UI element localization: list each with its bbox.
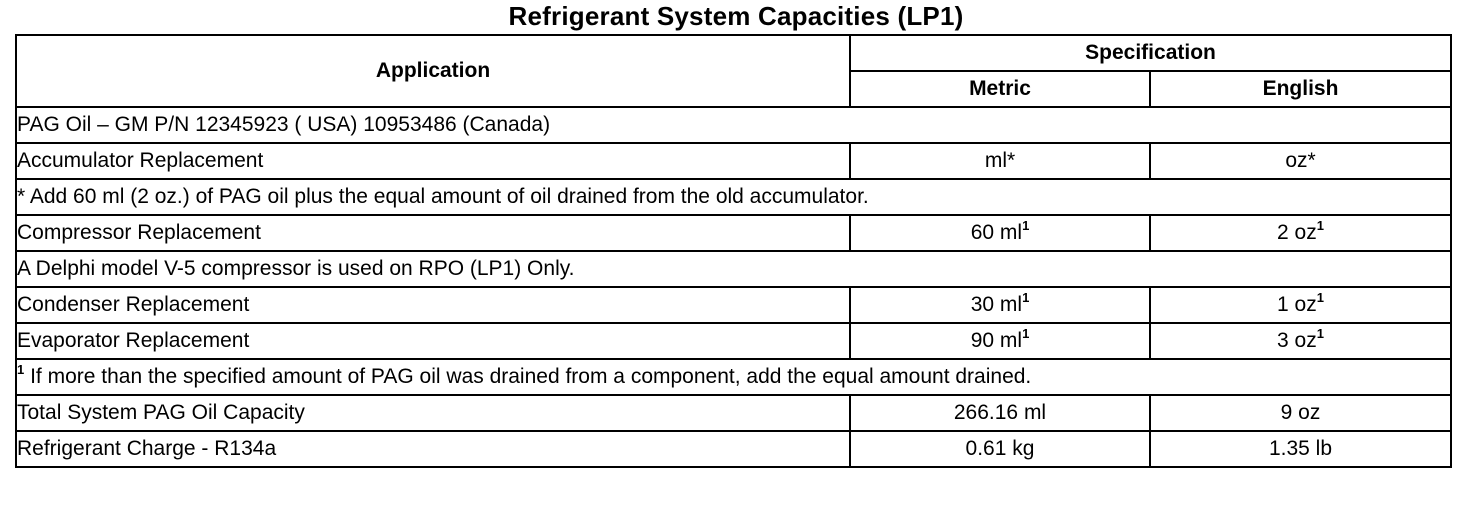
footnote-marker: 1 [1316,326,1324,341]
footnote-marker: 1 [17,362,25,377]
english-cell: 1.35 lb [1150,431,1451,467]
table-row [16,323,1451,359]
drained-footnote [16,359,1451,395]
metric-value: 90 ml [970,329,1023,352]
application-cell: Total System PAG Oil Capacity [16,395,850,431]
accumulator-footnote: * Add 60 ml (2 oz.) of PAG oil plus the equal amount of oil drained from the old accumulator. [16,179,1451,215]
metric-value: 60 ml [970,221,1023,244]
footnote-marker: 1 [1022,290,1030,305]
english-cell: oz* [1150,143,1451,179]
footnote-marker: 1 [1022,218,1030,233]
metric-cell: 0.61 kg [850,431,1150,467]
english-value: 3 oz [1277,329,1317,352]
english-cell [1150,215,1451,251]
metric-value: 30 ml [970,293,1023,316]
table-row-note [16,107,1451,143]
table-row-note [16,179,1451,215]
table-row-note [16,251,1451,287]
table-row [16,215,1451,251]
footnote-marker: 1 [1316,290,1324,305]
english-cell: 9 oz [1150,395,1451,431]
table-row [16,143,1451,179]
english-value: 2 oz [1277,221,1317,244]
english-cell [1150,287,1451,323]
table-row [16,287,1451,323]
english-value: 1 oz [1277,293,1317,316]
application-cell: Evaporator Replacement [16,323,850,359]
application-cell: Refrigerant Charge - R134a [16,431,850,467]
application-header: Application [16,35,850,107]
compressor-note: A Delphi model V-5 compressor is used on RPO (LP1) Only. [16,251,1451,287]
specification-header: Specification [850,35,1451,71]
application-cell: Compressor Replacement [16,215,850,251]
metric-header: Metric [850,71,1150,107]
table-row [16,431,1451,467]
application-cell: Condenser Replacement [16,287,850,323]
page-title: Refrigerant System Capacities (LP1) [508,1,964,31]
footnote-marker: 1 [1316,218,1324,233]
table-row [16,395,1451,431]
metric-cell: ml* [850,143,1150,179]
metric-cell [850,287,1150,323]
footnote-marker: 1 [1022,326,1030,341]
english-cell [1150,323,1451,359]
footnote-text: If more than the specified amount of PAG oil was drained from a component, add the equal amount drained. [24,365,1032,388]
pag-oil-note: PAG Oil – GM P/N 12345923 ( USA) 10953486 (Canada) [16,107,1451,143]
metric-cell [850,215,1150,251]
application-cell: Accumulator Replacement [16,143,850,179]
english-header: English [1150,71,1451,107]
metric-cell [850,323,1150,359]
table-row-note [16,359,1451,395]
capacities-table [15,34,1452,468]
metric-cell: 266.16 ml [850,395,1150,431]
